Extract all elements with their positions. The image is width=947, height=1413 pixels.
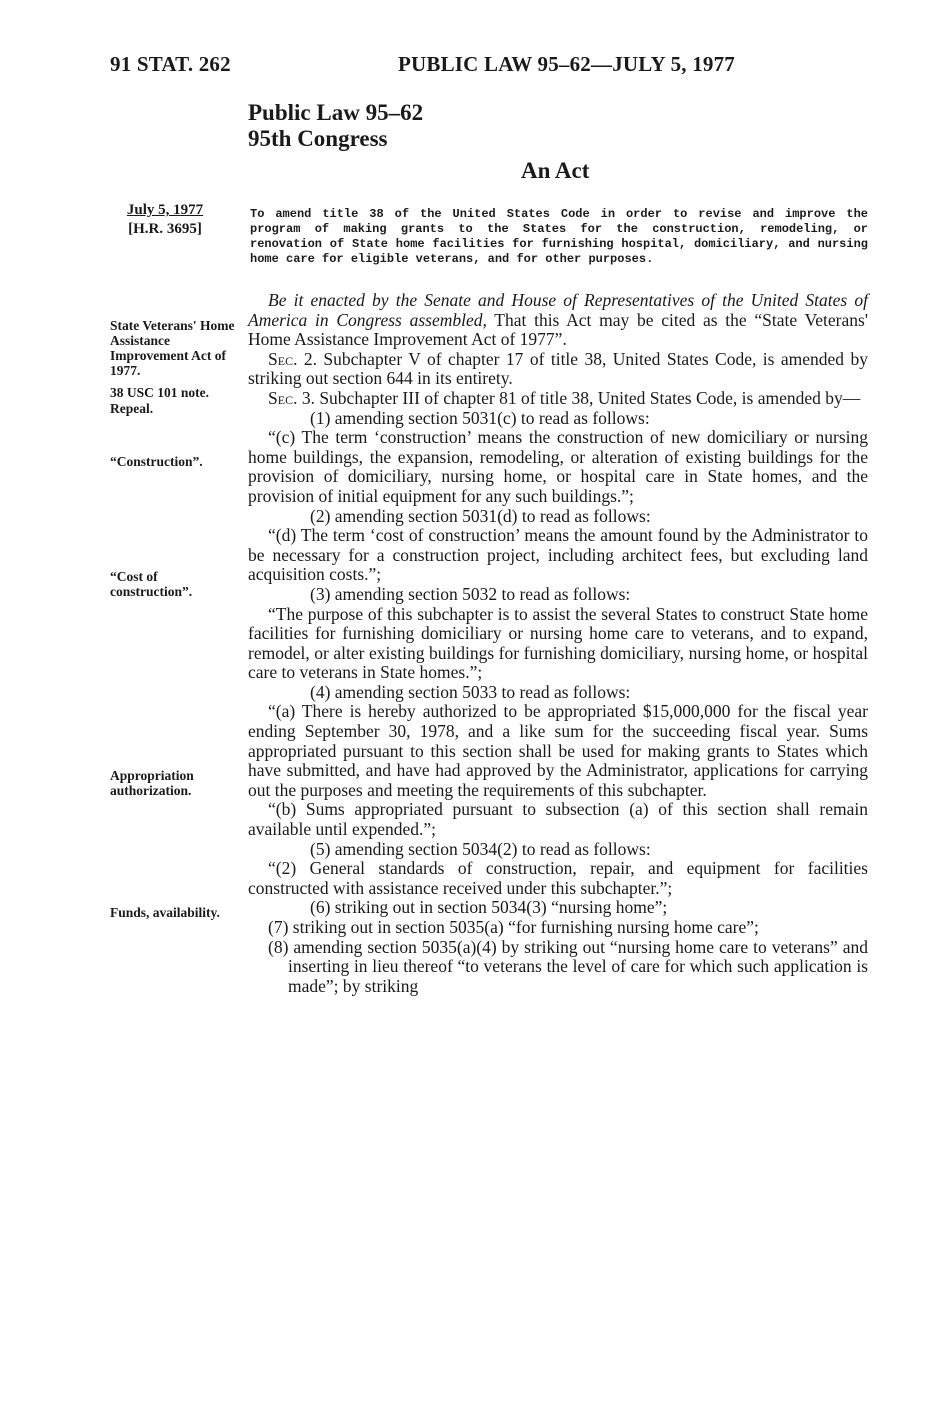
- act-heading: An Act: [521, 158, 590, 183]
- amendment-item-5: (5) amending section 5034(2) to read as follows:: [310, 838, 651, 859]
- amendment-item-3: (3) amending section 5032 to read as follows:: [310, 583, 631, 604]
- section-2: [248, 350, 868, 389]
- purpose-statement: To amend title 38 of the United States Code in order to revise and improve the program of making grants to the States for the construction, remodeling, or renovation of State home facilities for furnishing hospital, domiciliary, and nursing home care for eligible veterans, and for other purposes.: [250, 207, 868, 266]
- enactment-date-block: [110, 202, 220, 238]
- margin-note-cost-of-construction: “Cost of construction”.: [110, 569, 193, 599]
- amendment-item-6: (6) striking out in section 5034(3) “nursing home”;: [310, 897, 668, 918]
- margin-note-appropriation: Appropriation authorization.: [110, 768, 194, 798]
- section-2-text: Subchapter V of chapter 17 of title 38, United States Code, is amended by striking out section 644 in its entirety.: [248, 348, 868, 389]
- congress-label: 95th Congress: [248, 126, 388, 151]
- law-number: Public Law 95–62: [248, 100, 424, 125]
- enactment-date: July 5, 1977: [126, 202, 204, 218]
- section-3-text: Subchapter III of chapter 81 of title 38, United States Code, is amended by—: [314, 387, 861, 408]
- amendment-quote-4b: “(b) Sums appropriated pursuant to subsection (a) of this section shall remain available until expended.”;: [248, 799, 868, 840]
- enacting-clause: [248, 291, 868, 350]
- enacting-clause-rest: That this Act may be cited as the “State Veterans' Home Assistance Improvement Act of 1977”.: [248, 309, 868, 350]
- margin-note-repeal: Repeal.: [110, 401, 154, 416]
- statute-body: [248, 291, 868, 996]
- amendment-item-8: (8) amending section 5035(a)(4) by striking out “nursing home care to veterans” and inserting in lieu thereof “to veterans the level of care for which such application is made”; by striking: [268, 936, 868, 996]
- amendment-quote-2: “(d) The term ‘cost of construction’ means the amount found by the Administrator to be necessary for a construction project, including architect fees, but excluding land acquisition costs.”;: [248, 525, 868, 585]
- amendment-quote-1: “(c) The term ‘construction’ means the construction of new domiciliary or nursing home buildings, the expansion, remodeling, or alteration of existing buildings for the provision of domiciliary, nursing home, or hospital care in State homes, and the provision of initial equipment for any such buildings.”;: [248, 427, 868, 506]
- amendment-quote-5: “(2) General standards of construction, repair, and equipment for facilities constructed with assistance received under this subchapter.”;: [248, 858, 868, 898]
- enacting-clause-italic: Be it enacted by the Senate and House of Representatives of the United States of America in Congress assembled,: [248, 290, 868, 330]
- amendment-item-1: (1) amending section 5031(c) to read as follows:: [310, 407, 650, 428]
- section-3-label: Sec. 3.: [268, 387, 315, 408]
- amendment-quote-3: “The purpose of this subchapter is to assist the several States to construct State home facilities for furnishing domiciliary or nursing home care to veterans, and to expand, remodel, or alter existing buildings for furnishing domiciliary, nursing home, or hospital care to veterans in State homes.”;: [248, 603, 868, 683]
- section-2-label: Sec. 2.: [268, 348, 317, 369]
- running-title: PUBLIC LAW 95–62—JULY 5, 1977: [398, 52, 735, 76]
- amendment-item-4: (4) amending section 5033 to read as follows:: [310, 681, 631, 702]
- stat-citation: 91 STAT. 262: [110, 52, 231, 76]
- margin-note-usc-note: 38 USC 101 note.: [110, 385, 210, 400]
- bill-number: [H.R. 3695]: [128, 221, 202, 237]
- margin-note-short-title: State Veterans' Home Assistance Improvement Act of 1977.: [110, 318, 235, 378]
- margin-note-funds-availability: Funds, availability.: [110, 905, 220, 920]
- amendment-item-2: (2) amending section 5031(d) to read as follows:: [310, 505, 651, 526]
- margin-note-construction: “Construction”.: [110, 454, 203, 469]
- amendment-quote-4a: “(a) There is hereby authorized to be appropriated $15,000,000 for the fiscal year ending September 30, 1978, and a like sum for the succeeding fiscal year. Sums appropriated pursuant to this section shall be used for making grants to States which have submitted, and have had approved by the Administrator, applications for carrying out the purposes and meeting the requirements of this subchapter.: [248, 701, 868, 800]
- amendment-item-7: (7) striking out in section 5035(a) “for furnishing nursing home care”;: [268, 917, 759, 937]
- section-3: [248, 389, 868, 409]
